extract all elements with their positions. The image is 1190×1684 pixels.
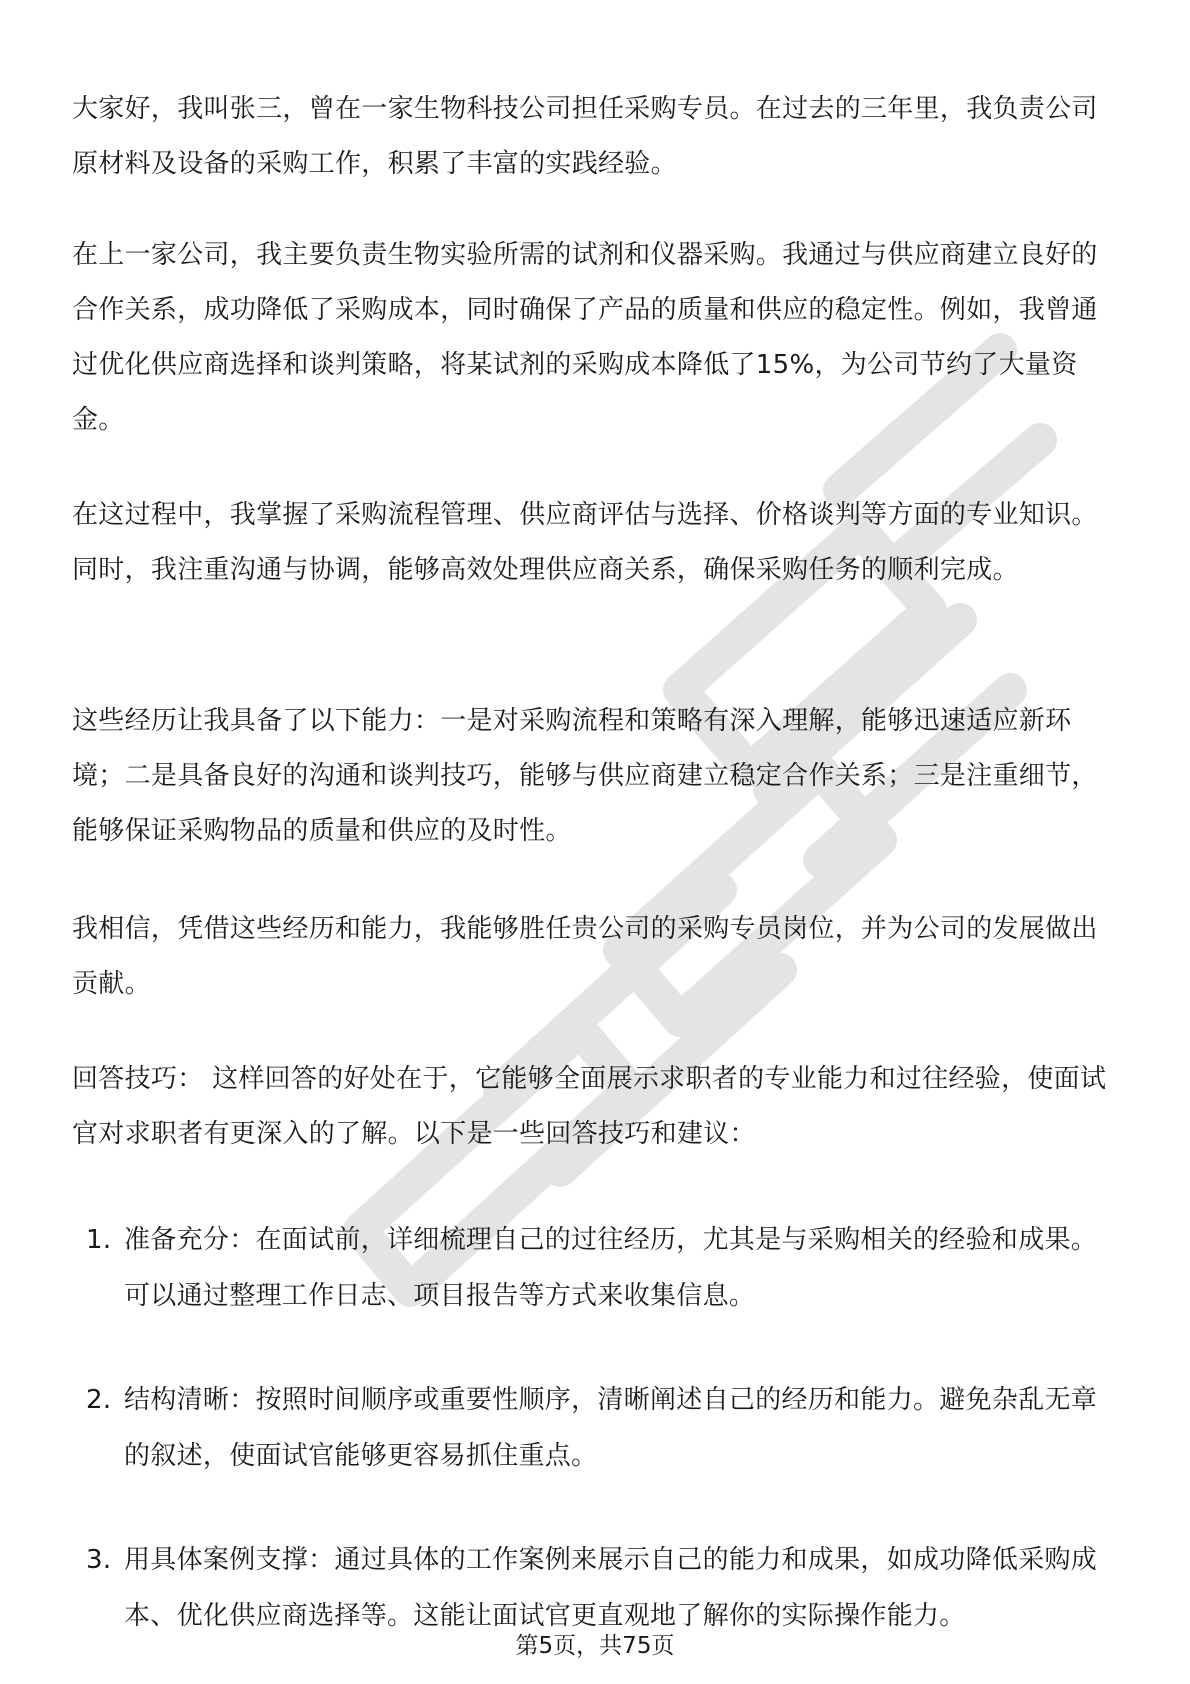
- paragraph-skills: 在这过程中，我掌握了采购流程管理、供应商评估与选择、价格谈判等方面的专业知识。同时，我注重沟通与协调，能够高效处理供应商关系，确保采购任务的顺利完成。: [72, 500, 1098, 585]
- list-text: 用具体案例支撑：通过具体的工作案例来展示自己的能力和成果，如成功降低采购成本、优化供应商选择等。这能让面试官更直观地了解你的实际操作能力。: [124, 1545, 1098, 1631]
- list-item: [72, 1372, 1122, 1484]
- page-number-footer: 第5页，共75页: [515, 1633, 675, 1659]
- list-number: 1.: [86, 1225, 112, 1255]
- list-number: 3.: [86, 1545, 112, 1575]
- paragraph-conclusion: 我相信，凭借这些经历和能力，我能够胜任贵公司的采购专员岗位，并为公司的发展做出贡献。: [72, 914, 1098, 999]
- paragraph-answer-tips: 回答技巧： 这样回答的好处在于，它能够全面展示求职者的专业能力和过往经验，使面试官对求职者有更深入的了解。以下是一些回答技巧和建议：: [72, 1064, 1107, 1149]
- paragraph-abilities: 这些经历让我具备了以下能力：一是对采购流程和策略有深入理解，能够迅速适应新环境；二是具备良好的沟通和谈判技巧，能够与供应商建立稳定合作关系；三是注重细节，能够保证采购物品的质量和供应的及时性。: [72, 706, 1098, 846]
- list-text: 结构清晰：按照时间顺序或重要性顺序，清晰阐述自己的经历和能力。避免杂乱无章的叙述，使面试官能够更容易抓住重点。: [124, 1385, 1098, 1471]
- list-item: [72, 1212, 1122, 1324]
- list-number: 2.: [86, 1385, 112, 1415]
- list-text: 准备充分：在面试前，详细梳理自己的过往经历，尤其是与采购相关的经验和成果。可以通过整理工作日志、项目报告等方式来收集信息。: [124, 1225, 1098, 1311]
- paragraph-previous-job: 在上一家公司，我主要负责生物实验所需的试剂和仪器采购。我通过与供应商建立良好的合作关系，成功降低了采购成本，同时确保了产品的质量和供应的稳定性。例如，我曾通过优化供应商选择和谈判策略，将某试剂的采购成本降低了15%，为公司节约了大量资金。: [72, 240, 1098, 435]
- paragraph-intro: 大家好，我叫张三，曾在一家生物科技公司担任采购专员。在过去的三年里，我负责公司原材料及设备的采购工作，积累了丰富的实践经验。: [72, 94, 1098, 179]
